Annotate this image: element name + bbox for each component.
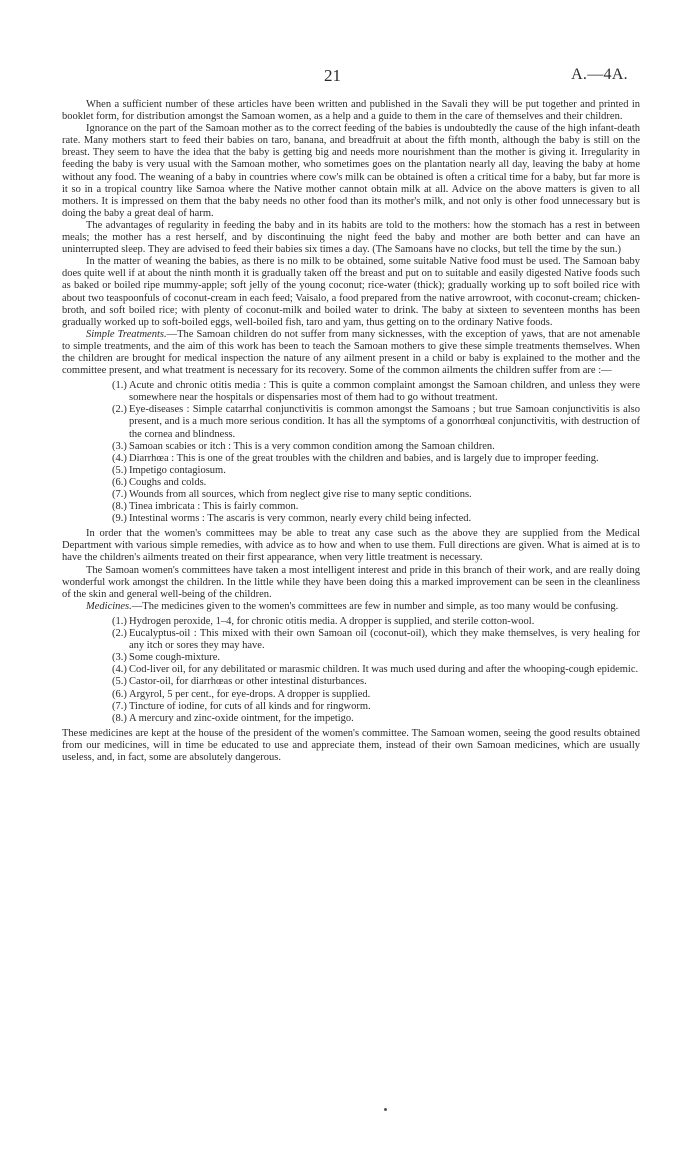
paragraph-medicines [62, 601, 640, 613]
medicines-list [62, 616, 640, 725]
list-item-number: (5.) [112, 676, 127, 688]
document-reference: A.—4A. [571, 66, 628, 83]
list-item [62, 441, 640, 453]
list-item-text: Tincture of iodine, for cuts of all kinds and for ringworm. [129, 700, 371, 712]
list-item [62, 453, 640, 465]
list-item [62, 616, 640, 628]
list-item-number: (3.) [112, 440, 127, 452]
paragraph-text: —The medicines given to the women's committees are few in number and simple, as too many would be confusing. [131, 600, 619, 612]
list-item-number: (2.) [112, 404, 127, 416]
list-item-text: Impetigo contagiosum. [129, 464, 226, 476]
list-item-number: (1.) [112, 615, 127, 627]
list-item [62, 676, 640, 688]
list-item-text: Eye-diseases : Simple catarrhal conjunctivitis is common amongst the Samoans ; but true Samoan conjunctivitis is also present, and is a much more serious condition. It has all the symptoms of a gonorrhœal conjunctivitis, with destruction of the cornea and blindness. [129, 404, 640, 440]
list-item-number: (1.) [112, 380, 127, 392]
list-item-text: Intestinal worms : The ascaris is very common, nearly every child being infected. [129, 513, 472, 525]
paragraph: When a sufficient number of these articles have been written and published in the Savali they will be put together and printed in booklet form, for distribution amongst the Samoan women, as a help and a guide to them in the care of themselves and their children. [62, 99, 640, 123]
list-item-text: Wounds from all sources, which from neglect give rise to many septic conditions. [129, 489, 472, 500]
list-item-number: (2.) [112, 628, 127, 640]
list-item-text: Coughs and colds. [129, 476, 207, 488]
list-item-number: (8.) [112, 501, 127, 513]
list-item-text: Castor-oil, for diarrhœas or other intestinal disturbances. [129, 676, 367, 688]
list-item-number: (6.) [112, 688, 127, 700]
list-item [62, 652, 640, 664]
list-item-text: A mercury and zinc-oxide ointment, for the impetigo. [129, 712, 354, 724]
paragraph: These medicines are kept at the house of the president of the women's committee. The Samoan women, seeing the good results obtained from our medicines, will in time be educated to use and appreciate them, instead of their own Samoan medicines, which are usually useless, and, in fact, some are absolutely dangerous. [62, 727, 640, 763]
list-item-text: Diarrhœa : This is one of the great troubles with the children and babies, and is largely due to improper feeding. [129, 452, 599, 464]
list-item-number: (7.) [112, 489, 127, 500]
list-item-number: (4.) [112, 664, 127, 676]
paragraph: Ignorance on the part of the Samoan mother as to the correct feeding of the babies is undoubtedly the cause of the high infant-death rate. Many mothers start to feed their babies on taro, banana, and breadfruit at about the fifth month, although the baby is still on the breast. They seem to have the idea that the baby is getting big and needs more nourishment than the mother is giving it. Irregularity in feeding the baby is very usual with the Samoan mother, who sometimes goes on the plantation nearly all day, leaving the baby at home without any food. The weaning of a baby in countries where cow's milk can be obtained is often a critical time for a baby, but far more is it so in a tropical country like Samoa where the Native mother cannot obtain milk at all. Advice on the above matters is given to all mothers. It is impressed on them that the baby needs no other food than its mother's milk, and not only is other food unnecessary but is doing the baby a great deal of harm. [62, 123, 640, 219]
list-item-number: (5.) [112, 464, 127, 476]
list-item-text: Tinea imbricata : This is fairly common. [129, 501, 299, 513]
list-item [62, 380, 640, 404]
list-item [62, 477, 640, 489]
list-item [62, 628, 640, 652]
paragraph-text: —The Samoan children do not suffer from many sicknesses, with the exception of yaws, that are not amenable to simple treatments, and the aim of this work has been to teach the Samoan mothers to give these simple treatments themselves. When the children are brought for medical inspection the nature of any ailment present in a child or baby is explained to the mother and the committee present, and what treatment is necessary for its recovery. Some of the common ailments the children suffer from are :— [62, 328, 640, 377]
page-header [0, 66, 700, 90]
list-item [62, 501, 640, 513]
list-item-text: Eucalyptus-oil : This mixed with their own Samoan oil (coconut-oil), which they make themselves, is very healing for any itch or sores they may have. [129, 628, 640, 652]
list-item [62, 489, 640, 501]
list-item-number: (7.) [112, 700, 127, 712]
list-item [62, 404, 640, 440]
paragraph: In the matter of weaning the babies, as there is no milk to be obtained, some suitable Native food must be used. The Samoan baby does quite well if at about the ninth month it is gradually taken off the breast and put on to suitable and easily digested Native foods such as baked or boiled ripe mummy-apple; soft jelly of the young coconut; rice-water (thick); gradually working up to soft boiled rice with about two teaspoonfuls of coconut-cream in each feed; Vaisalo, a food prepared from the native arrowroot, with coconut-cream; chicken-broth, and soft boiled rice; with plenty of coconut-milk and boiled water to drink. The baby at sixteen to seventeen months has been gradually worked up to soft-boiled eggs, well-boiled fish, taro and yam, thus getting on to the ordinary Native foods. [62, 256, 640, 328]
list-item-text: Samoan scabies or itch : This is a very common condition among the Samoan children. [129, 440, 495, 452]
document-body [62, 99, 640, 764]
list-item [62, 664, 640, 676]
list-item-text: Some cough-mixture. [129, 652, 220, 664]
paragraph: The Samoan women's committees have taken a most intelligent interest and pride in this branch of their work, and are really doing wonderful work amongst the children. In the little while they have been doing this a marked improvement can be seen in the cleanliness of the skin and general well-being of the children. [62, 564, 640, 600]
list-item-text: Cod-liver oil, for any debilitated or marasmic children. It was much used during and after the whooping-cough epidemic. [129, 664, 639, 676]
page-dot-mark [384, 1108, 387, 1111]
ailments-list [62, 380, 640, 525]
list-item-number: (3.) [112, 652, 127, 664]
list-item-number: (8.) [112, 712, 127, 724]
list-item [62, 513, 640, 525]
list-item [62, 713, 640, 725]
list-item-text: Hydrogen peroxide, 1–4, for chronic otitis media. A dropper is supplied, and sterile cotton-wool. [129, 615, 535, 627]
page-number: 21 [324, 66, 341, 85]
list-item-number: (6.) [112, 476, 127, 488]
list-item [62, 701, 640, 713]
section-label-medicines: Medicines. [86, 600, 132, 612]
paragraph-simple-treatments [62, 329, 640, 377]
paragraph: The advantages of regularity in feeding the baby and in its habits are told to the mothers: how the stomach has a rest in between meals; the mother has a rest herself, and by discontinuing the night feed the baby and mother are both better and can have an uninterrupted sleep. They are advised to feed their babies six times a day. (The Samoans have no clocks, but tell the time by the sun.) [62, 219, 640, 256]
list-item-text: Acute and chronic otitis media : This is quite a common complaint amongst the Samoan children, and unless they were somewhere near the hospitals or dispensaries most of them had to go without treatment. [129, 380, 640, 404]
list-item [62, 465, 640, 477]
list-item [62, 689, 640, 701]
list-item-number: (4.) [112, 452, 127, 464]
section-label-simple-treatments: Simple Treatments. [86, 328, 167, 340]
list-item-number: (9.) [112, 513, 127, 525]
list-item-text: Argyrol, 5 per cent., for eye-drops. A dropper is supplied. [129, 688, 371, 700]
paragraph: In order that the women's committees may be able to treat any case such as the above they are supplied from the Medical Department with various simple remedies, with advice as to how and when to use them. Full directions are given. What is aimed at is to have the children's ailments treated on their first appearance, when very little treatment is necessary. [62, 528, 640, 564]
